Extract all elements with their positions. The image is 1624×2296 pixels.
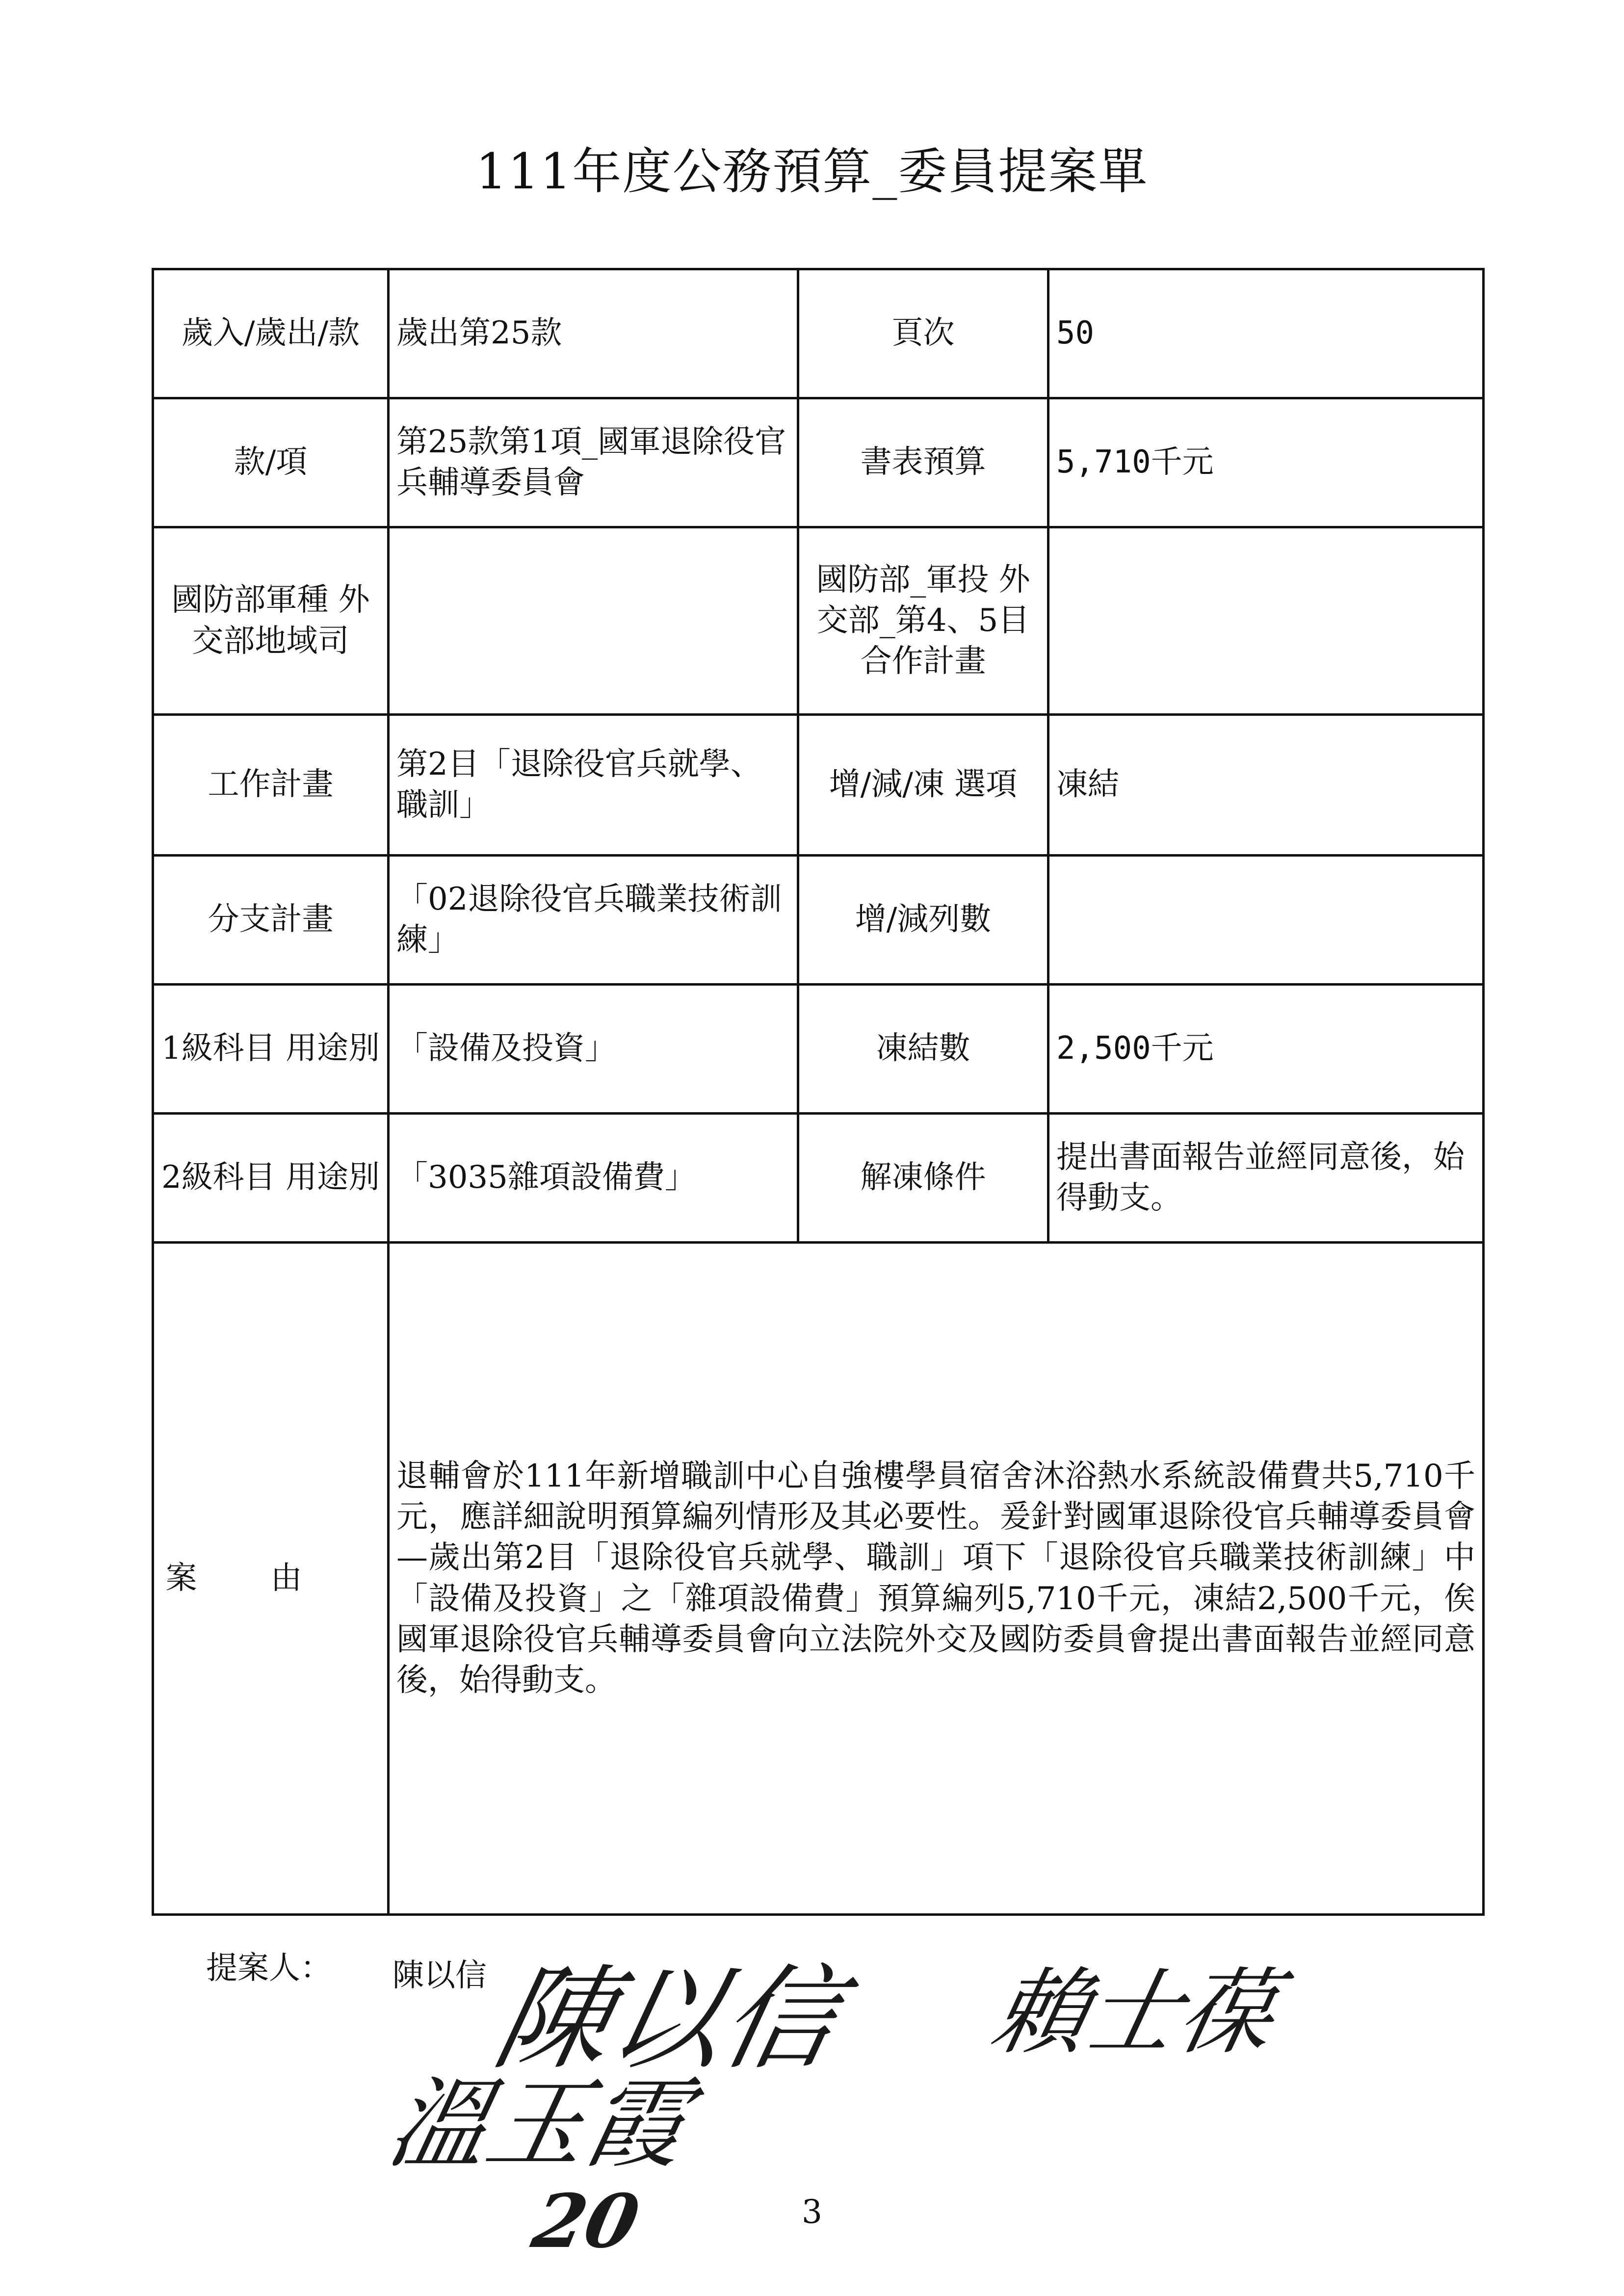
table-row bbox=[153, 1114, 1484, 1243]
proposal-form-table bbox=[152, 268, 1485, 1916]
document-title: 111年度公務預算_委員提案單 bbox=[475, 143, 1149, 200]
table-row bbox=[153, 856, 1484, 985]
field-value: 5,710千元 bbox=[1048, 398, 1484, 527]
field-value: 2,500千元 bbox=[1048, 985, 1484, 1114]
field-value: 50 bbox=[1048, 269, 1484, 398]
proposer-label: 提案人： bbox=[206, 1950, 332, 1986]
reason-text: 退輔會於111年新增職訓中心自強樓學員宿舍沐浴熱水系統設備費共5,710千元，應詳細說明預算編列情形及其必要性。爰針對國軍退除役官兵輔導委員會—歲出第2目「退除役官兵就學、職訓」項下「退除役官兵職業技術訓練」中「設備及投資」之「雜項設備費」預算編列5,710千元，凍結2,500千元，俟國軍退除役官兵輔導委員會向立法院外交及國防委員會提出書面報告並經同意後，始得動支。 bbox=[389, 1243, 1484, 1915]
field-value: 凍結 bbox=[1048, 715, 1484, 856]
table-row bbox=[153, 715, 1484, 856]
field-label: 國防部_軍投 外交部_第4、5目合作計畫 bbox=[798, 527, 1048, 715]
field-label: 增/減列數 bbox=[798, 856, 1048, 985]
field-label: 工作計畫 bbox=[153, 715, 389, 856]
field-label: 分支計畫 bbox=[153, 856, 389, 985]
field-value: 第25款第1項_國軍退除役官兵輔導委員會 bbox=[389, 398, 798, 527]
signature-3: 溫玉霞 bbox=[378, 2067, 698, 2182]
table-row bbox=[153, 398, 1484, 527]
field-label: 解凍條件 bbox=[798, 1114, 1048, 1243]
field-value bbox=[1048, 856, 1484, 985]
signature-2: 賴士葆 bbox=[983, 1958, 1286, 2067]
reason-label: 案由 bbox=[153, 1243, 389, 1915]
field-value: 提出書面報告並經同意後，始得動支。 bbox=[1048, 1114, 1484, 1243]
field-label: 增/減/凍 選項 bbox=[798, 715, 1048, 856]
table-row bbox=[153, 985, 1484, 1114]
proposer-name: 陳以信 bbox=[393, 1957, 487, 1994]
field-label: 國防部軍種 外交部地域司 bbox=[153, 527, 389, 715]
field-value: 「3035雜項設備費」 bbox=[389, 1114, 798, 1243]
field-label: 款/項 bbox=[153, 398, 389, 527]
field-value: 歲出第25款 bbox=[389, 269, 798, 398]
field-value: 第2目「退除役官兵就學、職訓」 bbox=[389, 715, 798, 856]
page-number: 3 bbox=[802, 2193, 822, 2231]
signature-4: 20 bbox=[525, 2178, 647, 2265]
field-value: 「設備及投資」 bbox=[389, 985, 798, 1114]
field-label: 歲入/歲出/款 bbox=[153, 269, 389, 398]
field-label: 書表預算 bbox=[798, 398, 1048, 527]
field-value: 「02退除役官兵職業技術訓練」 bbox=[389, 856, 798, 985]
field-value bbox=[1048, 527, 1484, 715]
field-label: 2級科目 用途別 bbox=[153, 1114, 389, 1243]
table-row bbox=[153, 269, 1484, 398]
signature-1: 陳以信 bbox=[484, 1954, 851, 2085]
table-row bbox=[153, 527, 1484, 715]
field-label: 1級科目 用途別 bbox=[153, 985, 389, 1114]
field-label: 凍結數 bbox=[798, 985, 1048, 1114]
field-value bbox=[389, 527, 798, 715]
field-label: 頁次 bbox=[798, 269, 1048, 398]
table-row bbox=[153, 1243, 1484, 1915]
